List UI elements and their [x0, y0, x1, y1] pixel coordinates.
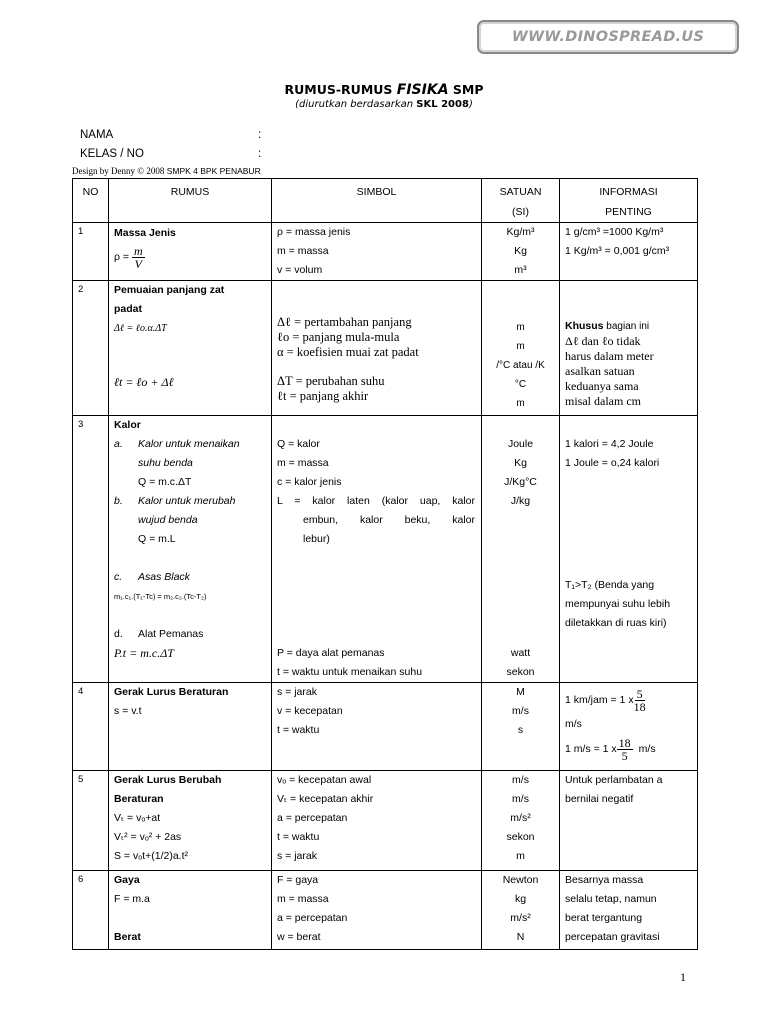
rumus-title: Pemuaian panjang zat [114, 284, 225, 296]
sub-text: Kalor untuk merubah [138, 495, 236, 507]
satuan-line: m/s² [510, 812, 531, 824]
simbol-line: lebur) [303, 533, 330, 545]
satuan-line: /°C atau /K [496, 360, 545, 371]
satuan-cell [482, 416, 560, 683]
rumus-title: Kalor [114, 419, 141, 431]
satuan-line: m/s [512, 774, 529, 786]
design-credit-post: SMPK 4 BPK PENABUR [164, 166, 261, 176]
rumus-cell [109, 281, 272, 416]
simbol-line: v = kecepatan [277, 705, 343, 717]
satuan-line: m/s² [510, 912, 531, 924]
spacer [114, 909, 271, 928]
col-satuan-line1: SATUAN [499, 186, 542, 198]
simbol-line: Vₜ = kecepatan akhir [277, 793, 374, 805]
watermark: WWW.DINOSPREAD.US [477, 20, 739, 54]
rumus-cell [109, 771, 272, 871]
simbol-cell [272, 683, 482, 771]
spacer [114, 338, 271, 373]
rumus-formula: s = v.t [114, 705, 142, 717]
col-simbol: SIMBOL [272, 179, 482, 223]
document-title [0, 82, 768, 98]
simbol-cell [272, 223, 482, 281]
info-line: misal dalam cm [565, 394, 641, 408]
row-number: 6 [73, 871, 109, 950]
rumus-cell [109, 683, 272, 771]
nama-label: NAMA [80, 129, 114, 141]
info-line: harus dalam meter [565, 349, 654, 363]
simbol-line: P = daya alat pemanas [277, 647, 385, 659]
info-text: 1 m/s = 1 x [565, 743, 617, 755]
sub-label: c. [114, 571, 123, 583]
row-number: 3 [73, 416, 109, 683]
simbol-line: F = gaya [277, 874, 319, 886]
frac-num: 5 [636, 686, 643, 701]
simbol-line: ΔT = perubahan suhu [277, 374, 385, 388]
col-satuan-line2: (SI) [512, 206, 529, 218]
simbol-line: m = massa [277, 893, 329, 905]
simbol-line: m = massa [277, 245, 329, 257]
rumus-formula: Vₜ = vₒ+at [114, 812, 161, 824]
col-no: NO [73, 179, 109, 223]
satuan-line: m³ [514, 264, 527, 276]
satuan-line: °C [514, 379, 527, 390]
sub-label: d. [114, 628, 123, 640]
info-line: m/s [565, 718, 582, 730]
subtitle-bold: SKL 2008 [416, 99, 469, 110]
info-cell [560, 683, 698, 771]
info-line: Δℓ dan ℓo tidak [565, 334, 641, 348]
table-header-row [73, 179, 698, 223]
info-text: 1 km/jam = 1 x [565, 694, 634, 706]
simbol-cell [272, 416, 482, 683]
simbol-line: s = jarak [277, 686, 317, 698]
row-number: 4 [73, 683, 109, 771]
nama-colon: : [258, 129, 262, 141]
simbol-cell [272, 281, 482, 416]
sub-label: a. [114, 438, 123, 450]
simbol-cell [272, 871, 482, 950]
fraction [132, 245, 145, 270]
simbol-line: ℓt = panjang akhir [277, 389, 369, 403]
rumus-sub [114, 435, 271, 454]
satuan-line: N [516, 931, 525, 943]
info-line: 1 Kg/m³ = 0,001 g/cm³ [565, 245, 670, 257]
col-info-line2: PENTING [605, 206, 652, 218]
satuan-line: m/s [512, 705, 529, 717]
simbol-line: a = percepatan [277, 812, 348, 824]
design-credit-year: © 2008 [137, 166, 165, 176]
rumus-title: padat [114, 303, 143, 315]
design-credit-pre: Design by Denny [72, 166, 138, 176]
satuan-cell [482, 223, 560, 281]
satuan-line: M [516, 686, 525, 698]
design-credit [72, 166, 261, 176]
rumus-title: Gaya [114, 874, 140, 886]
info-line: mempunyai suhu lebih [565, 598, 671, 610]
rumus-formula: S = vₒt+(1/2)a.t² [114, 850, 188, 862]
info-line: diletakkan di ruas kiri) [565, 617, 667, 629]
table-row [73, 281, 698, 416]
info-line: berat tergantung [565, 912, 643, 924]
rumus-sub [114, 568, 271, 587]
document-subtitle [0, 99, 768, 110]
simbol-line: v = volum [277, 264, 323, 276]
satuan-line: Kg/m³ [506, 226, 535, 238]
satuan-line: m/s [512, 793, 529, 805]
simbol-line: α = koefisien muai zat padat [277, 345, 419, 359]
rumus-title: Berat [114, 931, 141, 943]
spacer [277, 549, 475, 644]
frac-den: 18 [633, 699, 646, 714]
subtitle-pre: (diurutkan berdasarkan [295, 99, 417, 110]
satuan-cell [482, 281, 560, 416]
rumus-cell [109, 871, 272, 950]
info-line: Untuk perlambatan a [565, 774, 663, 786]
title-post: SMP [448, 82, 484, 97]
title-emphasis: FISIKA [396, 82, 449, 98]
satuan-line: Kg [514, 457, 527, 469]
simbol-line: t = waktu untuk menaikan suhu [277, 666, 423, 678]
rumus-cell [109, 223, 272, 281]
simbol-line: t = waktu [277, 724, 320, 736]
satuan-line: sekon [506, 666, 535, 678]
table-row [73, 871, 698, 950]
satuan-cell [482, 683, 560, 771]
simbol-line: ℓo = panjang mula-mula [277, 330, 400, 344]
info-line: T₁>T₂ (Benda yang [565, 579, 655, 591]
info-bold: Khusus [565, 320, 604, 332]
table-row [73, 223, 698, 281]
kelas-colon: : [258, 148, 262, 160]
info-cell [560, 223, 698, 281]
spacer [565, 473, 697, 576]
row-number: 2 [73, 281, 109, 416]
info-line: keduanya sama [565, 379, 639, 393]
satuan-line: J/Kg°C [504, 476, 537, 488]
info-rest: bagian ini [603, 321, 650, 332]
info-line: bernilai negatif [565, 793, 634, 805]
rumus-formula: Q = m.c.ΔT [138, 476, 192, 488]
frac-den: V [134, 256, 142, 271]
rumus-title: Massa Jenis [114, 227, 176, 239]
sub-text: Asas Black [138, 571, 190, 583]
rumus-title: Gerak Lurus Berubah [114, 774, 222, 786]
info-line: asalkan satuan [565, 364, 635, 378]
fraction [617, 737, 633, 762]
info-line: 1 Joule = o,24 kalori [565, 457, 660, 469]
formula-table [72, 178, 698, 950]
col-info [560, 179, 698, 223]
simbol-line: c = kalor jenis [277, 476, 342, 488]
info-line: 1 kalori = 4,2 Joule [565, 438, 654, 450]
info-line: 1 g/cm³ =1000 Kg/m³ [565, 226, 664, 238]
info-cell [560, 281, 698, 416]
info-cell [560, 871, 698, 950]
page-number: 1 [680, 970, 686, 984]
rumus-cell [109, 416, 272, 683]
rumus-formula: ℓt = ℓo + Δℓ [114, 375, 174, 389]
satuan-line: m [516, 322, 525, 333]
simbol-line: vₒ = kecepatan awal [277, 774, 372, 786]
rumus-formula: Vₜ² = vₒ² + 2as [114, 831, 182, 843]
rumus-sub: wujud benda [138, 514, 198, 526]
rumus-formula: Q = m.L [138, 533, 176, 545]
rumus-title: Gerak Lurus Beraturan [114, 686, 229, 698]
fraction [634, 688, 646, 713]
simbol-line: s = jarak [277, 850, 317, 862]
simbol-line: ρ = massa jenis [277, 226, 351, 238]
simbol-line: L = kalor laten (kalor uap, kalor [277, 495, 475, 507]
sub-text: Kalor untuk menaikan [138, 438, 240, 450]
satuan-line: sekon [506, 831, 535, 843]
row-number: 5 [73, 771, 109, 871]
satuan-line: m [516, 341, 525, 352]
spacer [114, 549, 271, 568]
row-number: 1 [73, 223, 109, 281]
rumus-sub [114, 492, 271, 511]
rho-eq: ρ = [114, 251, 130, 263]
info-line: percepatan gravitasi [565, 931, 660, 943]
simbol-line: embun, kalor beku, kalor [303, 514, 475, 526]
satuan-cell [482, 871, 560, 950]
rumus-formula [114, 243, 271, 271]
satuan-line: J/kg [510, 495, 531, 507]
info-line [565, 734, 697, 764]
rumus-formula: m₁.c₁.(T₁-Tc) = m₂.c₂.(Tc-T₂) [114, 592, 207, 601]
satuan-line: kg [514, 893, 527, 905]
sub-text: Alat Pemanas [138, 628, 204, 640]
sub-label: b. [114, 495, 123, 507]
rumus-sub: suhu benda [138, 457, 193, 469]
satuan-cell [482, 771, 560, 871]
rumus-formula: P.t = m.c.ΔT [114, 646, 174, 660]
rumus-title: Beraturan [114, 793, 164, 805]
col-rumus: RUMUS [109, 179, 272, 223]
table-row [73, 683, 698, 771]
simbol-line: t = waktu [277, 831, 320, 843]
rumus-formula: Δℓ = ℓo.α.ΔT [114, 323, 167, 334]
satuan-line: m [516, 850, 525, 862]
frac-den: 5 [621, 748, 628, 763]
satuan-line: s [517, 724, 524, 736]
frac-num: 18 [618, 735, 631, 750]
satuan-line: Joule [507, 438, 534, 450]
satuan-line: m [516, 398, 525, 409]
info-cell [560, 771, 698, 871]
satuan-line: Kg [514, 245, 527, 257]
spacer [482, 511, 559, 644]
simbol-line: Δℓ = pertambahan panjang [277, 315, 412, 329]
spacer [114, 606, 271, 625]
kelas-label: KELAS / NO [80, 148, 144, 160]
frac-num: m [133, 243, 143, 258]
rumus-formula: F = m.a [114, 893, 150, 905]
info-line [565, 685, 697, 715]
table-row [73, 416, 698, 683]
col-info-line1: INFORMASI [599, 186, 658, 198]
simbol-cell [272, 771, 482, 871]
simbol-line: w = berat [277, 931, 321, 943]
satuan-line: Newton [502, 874, 539, 886]
simbol-line: Q = kalor [277, 438, 320, 450]
simbol-line: a = percepatan [277, 912, 348, 924]
info-line [565, 319, 697, 334]
info-line: Besarnya massa [565, 874, 644, 886]
info-text: m/s [638, 743, 656, 755]
info-line: selalu tetap, namun [565, 893, 657, 905]
rumus-sub [114, 625, 271, 644]
table-row [73, 771, 698, 871]
spacer [277, 360, 481, 374]
info-cell [560, 416, 698, 683]
satuan-line: watt [510, 647, 531, 659]
title-pre: RUMUS-RUMUS [284, 82, 397, 97]
simbol-line: m = massa [277, 457, 329, 469]
subtitle-post: ) [468, 99, 473, 110]
col-satuan [482, 179, 560, 223]
